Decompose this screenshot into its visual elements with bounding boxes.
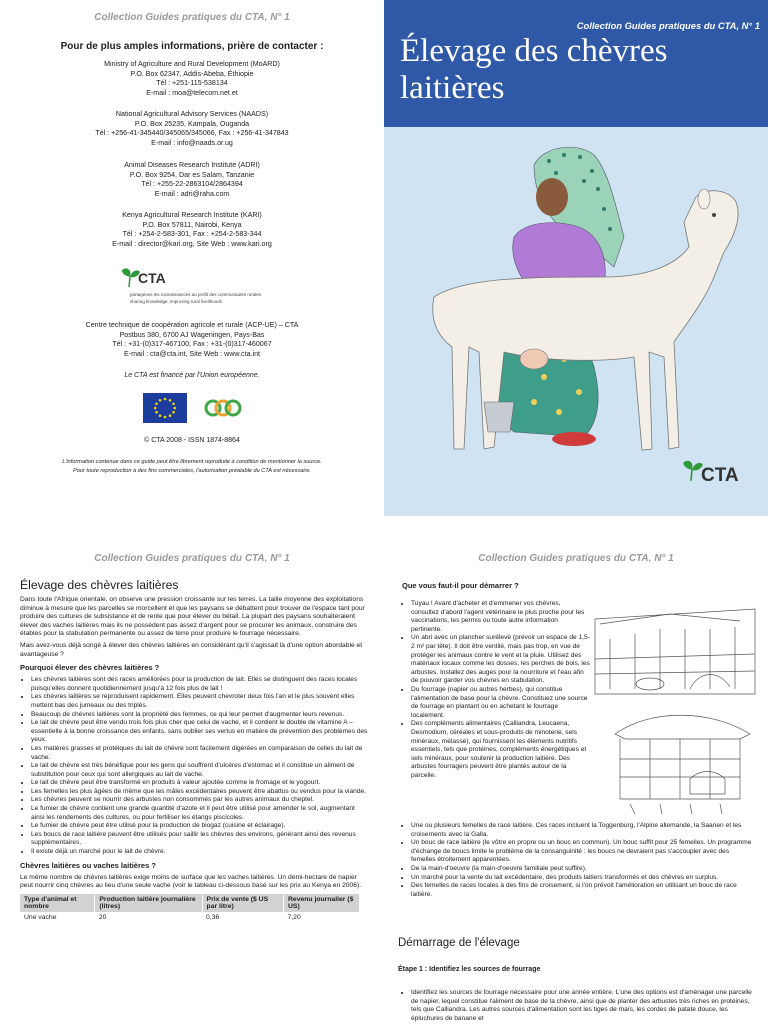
contact-block-adri [0,161,384,199]
contact-line: E-mail : director@kari.org, Site Web : www.kari.org [112,239,272,248]
list-item: • Le lait de chèvre peut être vendu trois fois plus cher que celui de vache, et il contient le double de vitamine A – essentielle à la bonne croissance des enfants, sans oublier ses vertus en matière de prévention des problèmes des yeux. [31,719,368,745]
eu-note: Le CTA est financé par l'Union européenne. [124,372,260,379]
list-item: • Un abri avec un plancher surélevé (prévoir un espace de 1,5-2 m² par tête). Il doit être ventilé, mais pas trop, en vue de protéger les animaux contre le vent et la pluie. Utilisez des matériaux locaux comme les dosses, les perches de bois, les arbustes. Installez des auges pour la nourriture et l'eau afin de pouvoir garder vos chèvres en stabulation. [411,634,590,686]
contact-line: Postbus 380, 6700 AJ Wageningen, Pays-Bas [119,330,265,339]
contact-line: E-mail : info@naads.or.ug [151,138,233,147]
table-cell: Une vache [24,913,57,921]
cta-wordmark: CTA [138,270,166,286]
copyright: © CTA 2008 - ISSN 1874-8864 [144,437,240,444]
comparison-table [20,894,360,923]
list-item: • Le fumier de chèvre contient une grande quantité d'azote et il peut être utilisé pour amender le sol, augmentant ainsi les rendements des cultures, ou pour fertiliser les étangs piscicoles. [31,805,368,822]
intro-question: Mais avez-vous déjà songé à élever des chèvres laitières en considérant qu'il s'agissait là d'une option abordable et avantageuse ? [20,641,363,658]
contact-panel [0,0,384,520]
table-header-cell: Type d'animal et nombre [20,894,95,912]
cover-title [400,33,760,107]
table-cell: 7,20 [287,913,301,921]
contact-block-cta [0,321,384,359]
article-right-panel [384,520,768,1024]
contact-line: P.O. Box 62347, Addis-Abeba, Éthiopie [130,69,254,78]
contact-line: Kenya Agricultural Research Institute (KARI) [122,211,262,219]
contact-line: Ministry of Agriculture and Rural Development (MoARD) [104,60,280,68]
list-item: • Le lait de chèvre peut être transformé en produits à valeur ajoutée comme le fromage et le yogourt. [31,779,368,788]
list-item: • Un bouc de race laitière (le vôtre en propre ou un bouc en commun). Un bouc suffit pour 25 femelles. Un programme d'échange de boucs limite le problème de la consanguinité : les boucs ne devraient pas s'accoupler avec des femelles étroitement apparentées. [411,839,754,865]
list-item: • Une ou plusieurs femelles de race laitière. Ces races incluent la Toggenburg, l'Alpine allemande, la Saanen et les croisements avec la Galla. [411,822,754,839]
contact-line: Tél : +256-41-345440/345065/345066, Fax : +256-41-347843 [95,129,289,138]
face-shape [536,178,568,216]
list-item: • Identifiez les sources de fourrage nécessaire pour une année entière. L'une des options est d'aménager une parcelle de napier, lequel constitue l'aliment de base de la chèvre, ainsi que de planter des arbustes très riches en protéines, tels que Calliandra. Les autres sources d'alimentation sont les tiges de maïs, les cordes de patate douce, les épluchures de banane et [411,989,754,1023]
comparison-heading: Chèvres laitières ou vaches laitières ? [20,860,156,870]
goat-shed-sketch [590,599,760,819]
list-item: • Les chèvres laitières sont des races améliorées pour la production de lait. Elles se distinguent des races locales puisqu'elles donnent quotidiennement jusqu'à 12 fois plus de lait ! [31,676,368,693]
why-heading: Pourquoi élever des chèvres laitières ? [20,663,160,673]
list-item: • Il existe déjà un marché pour le lait de chèvre. [31,848,368,857]
cta-tagline-fr: partageons les connaissances au profit des communautés rurales [130,292,262,297]
disclaimer-line: L'information contenue dans ce guide peut être librement reproduite à condition de mentionner la source. [62,459,322,465]
cta-logo [118,266,262,304]
list-item: • Beaucoup de chèvres laitières sont la propriété des femmes, ce qui leur permet d'augmenter leurs revenus. [31,711,368,720]
list-item: • Les chèvres peuvent se nourrir des arbustes non consommés par les autres animaux du cheptel. [31,796,368,805]
cover-cta-wordmark: CTA [701,465,739,486]
contact-line: E-mail : cta@cta.int, Site Web : www.cta.int [124,349,260,358]
eu-flag-icon [143,393,187,423]
demarrage-heading: Démarrage de l'élevage [398,937,520,949]
disclaimer-line: Pour toute reproduction à des fins commerciales, l'autorisation préalable du CTA est nécessaire. [73,467,311,474]
list-item: • Des compléments alimentaires (Calliandra, Leucaena, Desmodium, céréales et sous-produits de minoterie, sels minéraux, mélasse), qui fournissent les éléments nutritifs essentiels, tels que protéines, compléments énergétiques et sels minéraux, pour soutenir la production laitière. Des arbustes fourragers peuvent être plantés autour de la parcelle. [411,720,590,780]
contact-line: Centre technique de coopération agricole et rurale (ACP-UE) – CTA [85,321,299,329]
bucket-shape [484,402,514,432]
list-item: • Des femelles de races locales à des fins de croisement, si l'on prévoit l'amélioration en utilisant un bouc de race laitière. [411,882,754,899]
contact-block-kari [0,211,384,249]
why-list [20,676,368,856]
list-item: • Tuyau ! Avant d'acheter et d'emmener vos chèvres, consultez d'abord l'agent vétérinaire le plus proche pour les vaccinations, les permis ou toute autre information pertinente. [411,600,590,634]
cover-title-line: Élevage des chèvres [400,33,668,69]
table-header-cell: Production laitière journalière (litres) [95,894,202,912]
start-heading: Que vous faut-il pour démarrer ? [402,581,519,590]
list-item: • Un marché pour la vente du lait excédentaire, des produits laitiers transformés et des chèvres en surplus. [411,874,754,883]
section-title: Élevage des chèvres laitières [20,578,179,592]
list-item: • De la main-d'oeuvre (la main-d'oeuvre familiale peut suffire). [411,865,754,874]
list-item: • Du fourrage (napier ou autres herbes), qui constitue l'alimentation de base pour la chèvre. Constituez une source de fourrage en plantant ou en achetant le fourrage localement. [411,686,590,720]
cover-banner [384,0,768,127]
disclaimer [20,458,364,475]
requirements-list-wide [400,822,754,899]
list-item: • Les matières grasses et protéiques du lait de chèvre sont facilement digérées en comparaison de celles du lait de vache. [31,745,368,762]
cover-title-line: laitières [400,70,505,106]
contact-line: E-mail : adri@raha.com [154,189,230,198]
series-label: Collection Guides pratiques du CTA, N° 1 [478,553,674,564]
requirements-list-narrow [400,600,590,780]
goat-ear [698,189,710,209]
article-left-panel [0,520,384,1024]
contact-line: P.O. Box 9254, Dar es Salam, Tanzanie [129,170,255,179]
contact-heading: Pour de plus amples informations, prière de contacter : [60,41,324,52]
etape-list [400,989,754,1023]
contact-line: Animal Diseases Research Institute (ADRI) [124,161,260,169]
cta-tagline-en: sharing knowledge, improving rural livelihoods [130,299,223,304]
list-item: • Le lait de chèvre est très bénéfique pour les gens qui souffrent d'ulcères d'estomac et il constitue un aliment de substitution pour ceux qui sont allergiques au lait de vache. [31,762,368,779]
contact-block-moard [0,60,384,98]
shed-upper-frame [595,609,755,694]
etape-heading: Étape 1 : Identifiez les sources de fourrage [398,966,541,973]
cover-series-label: Collection Guides pratiques du CTA, N° 1 [576,20,760,31]
table-cell: 20 [98,913,107,921]
contact-line: Tél : +255-22-2863104/2864394 [141,180,243,189]
series-label: Collection Guides pratiques du CTA, N° 1 [94,553,290,564]
acp-logo-icon [203,394,243,422]
intro-paragraph: Dans toute l'Afrique orientale, on observe une pression croissante sur les terres. La taille moyenne des exploitations diminue à mesure que les parcelles se morcellent et que les paysans se débattent pour trouver de l'espace tant pour produire des cultures de subsistance et de rente que pour élever du bétail. La plupart des paysans souhaiteraient élever des vaches laitières mais ils ne possèdent pas assez d'argent pour se procurer les animaux, construire des étables pour la stabulation permanente ou assez de terre pour produire le fourrage nécessaire. [20,596,365,638]
contact-line: P.O. Box 25235, Kampala, Ouganda [134,119,250,128]
contact-line: Tél : +31-(0)317-467100, Fax : +31-(0)317-460067 [112,340,272,349]
udder-shape [520,349,548,369]
cover-panel [384,0,768,516]
comparison-paragraph: Le même nombre de chèvres laitières exige moins de surface que les vaches laitières. Un demi-hectare de napier peut nourrir cinq chèvres au lieu d'une seule vache (voir le tableau ci-dessous basé sur les prix au Kenya en 2006). [20,873,362,890]
contact-block-naads [0,110,384,148]
goat-eye [712,213,716,217]
contact-line: Tél : +251-115-538134 [156,79,228,88]
table-header-row [20,894,360,912]
table-row [20,912,360,923]
table-header-cell: Revenu journalier ($ US) [284,894,360,912]
list-item: • Le fumier de chèvre peut être utilisé pour la production de biogaz (cuisine et éclairage). [31,822,368,831]
contact-line: E-mail : moa@telecom.net.et [146,88,238,97]
sandal-shape [552,432,596,446]
series-label: Collection Guides pratiques du CTA, N° 1 [94,12,290,23]
table-cell: 0,36 [206,913,220,921]
list-item: • Les femelles les plus âgées de même que les mâles excédentaires peuvent être abattus ou vendus pour la viande. [31,788,368,797]
shed-roof [615,715,750,739]
contact-line: P.O. Box 57811, Nairobi, Kenya [142,220,242,229]
contact-line: National Agricultural Advisory Services (NAADS) [115,110,269,118]
list-item: • Les chèvres laitières se reproduisent rapidement. Elles peuvent chevroter deux fois l'an et le plus souvent elles mettent bas des jumeaux ou des triplés. [31,693,368,710]
contact-line: Tél : +254-2-583-301, Fax : +254-2-583-344 [122,230,262,239]
table-header-cell: Prix de vente ($ US par litre) [202,894,283,912]
cover-illustration [384,127,768,516]
list-item: • Les boucs de race laitière peuvent être utilisés pour saillir les chèvres des environs, générant ainsi des revenus supplémentaires. [31,831,368,848]
